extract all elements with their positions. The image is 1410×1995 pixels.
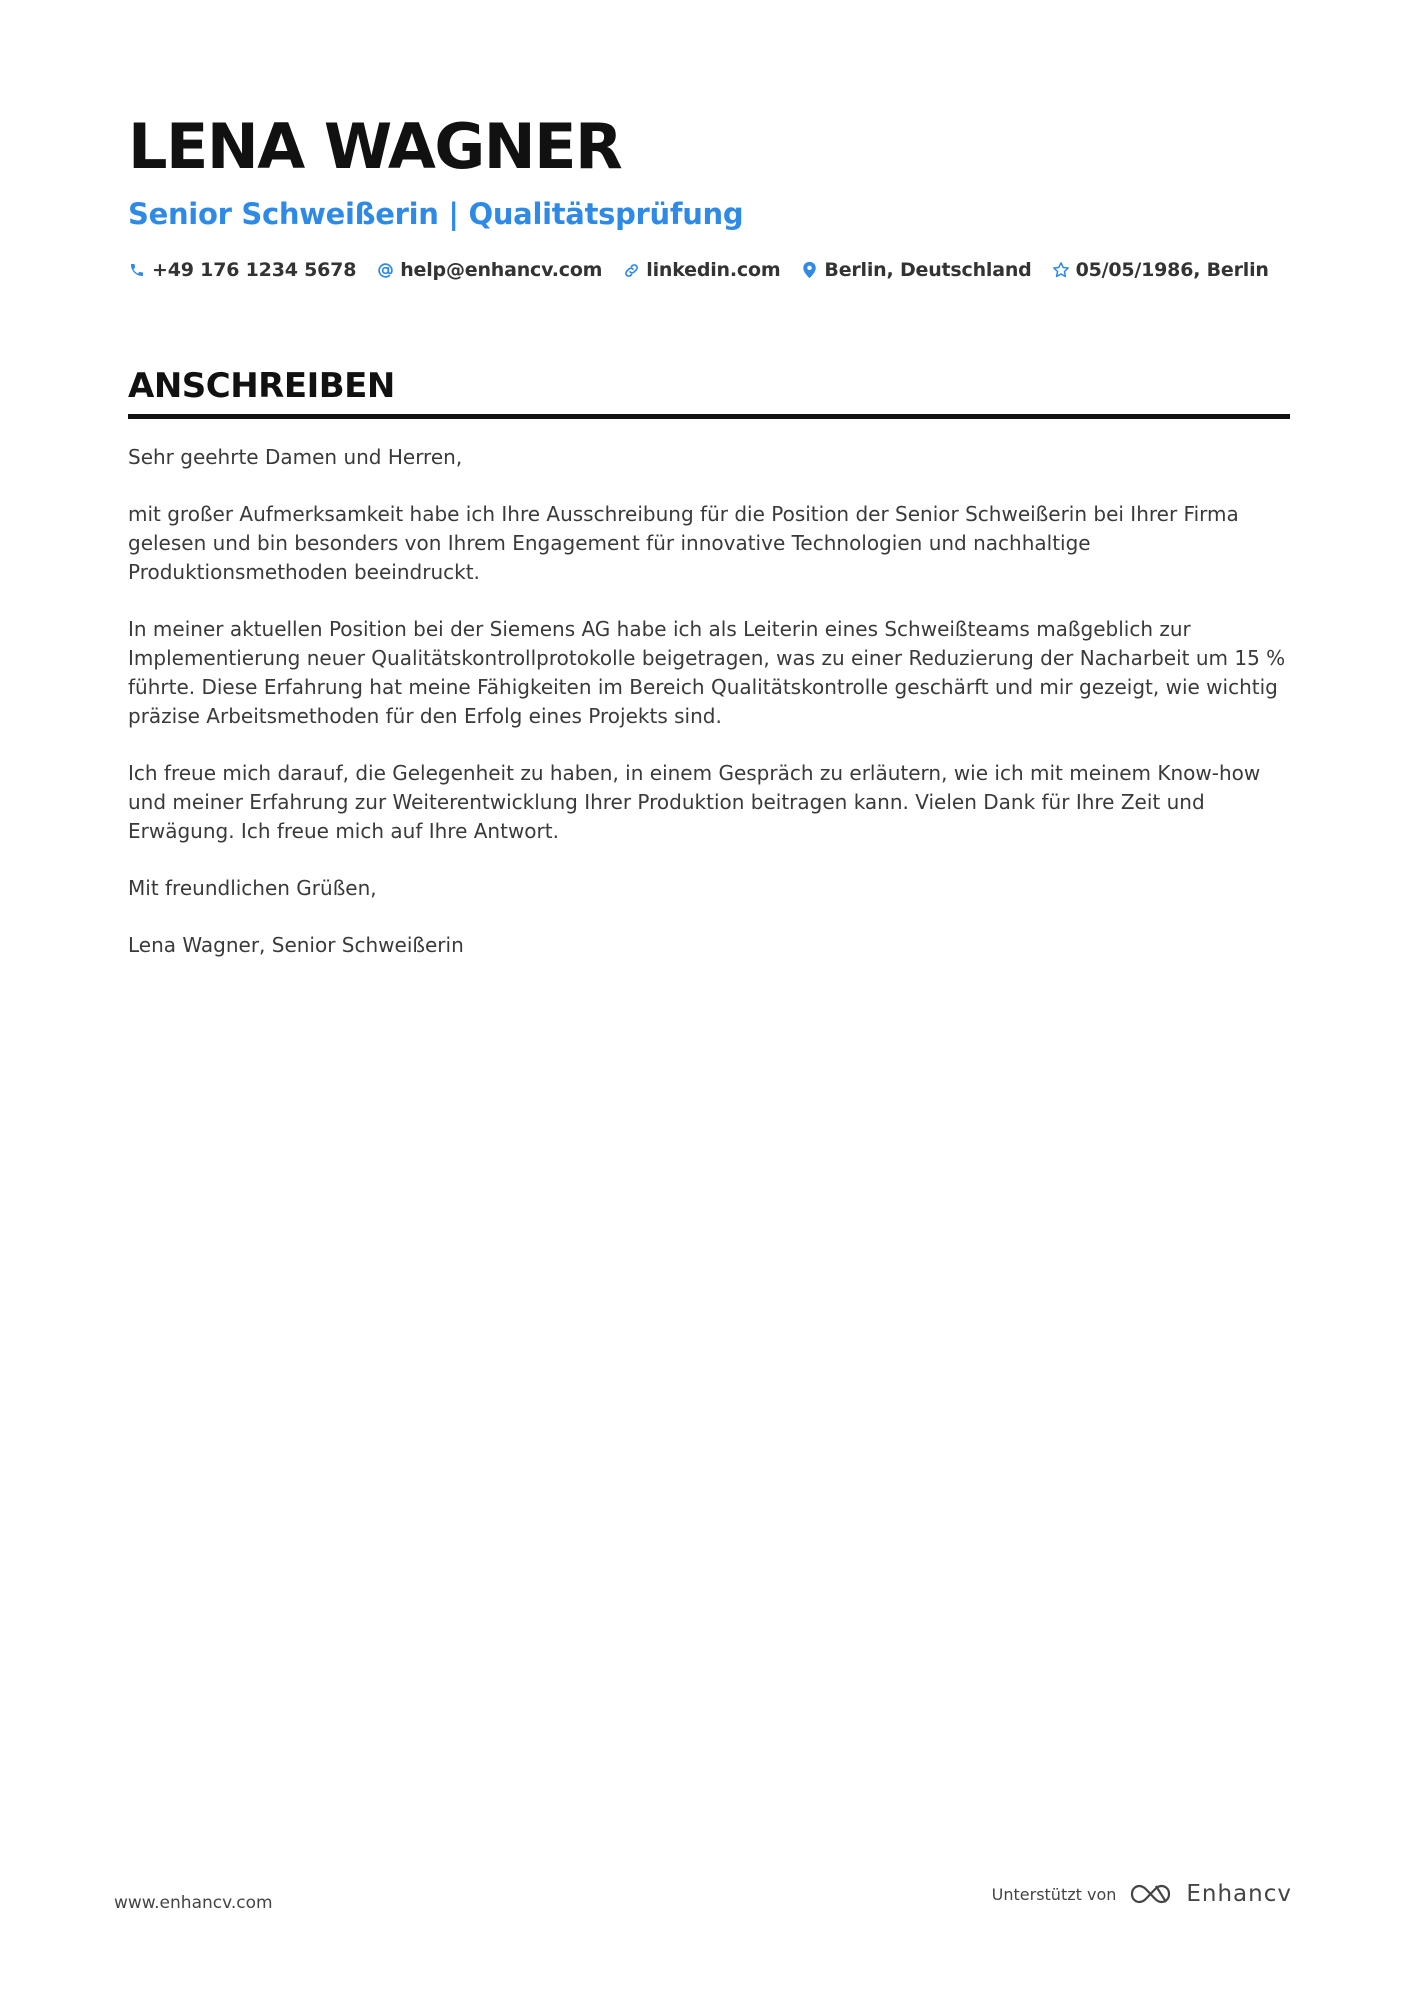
footer-website[interactable]: www.enhancv.com [114,1893,273,1913]
candidate-title: Senior Schweißerin | Qualitätsprüfung [128,197,744,231]
location-pin-icon [800,261,818,279]
letter-paragraph: Ich freue mich darauf, die Gelegenheit zu haben, in einem Gespräch zu erläutern, wie ich mit meinem Know-how und meiner Erfahrung zur Weiterentwicklung Ihrer Produktion beitragen kann. Vielen Dank für Ihre Zeit und Erwägung. Ich freue mich auf Ihre Antwort. [128,761,1261,843]
header [128,108,1290,288]
contact-linkedin[interactable] [622,259,780,281]
at-icon [376,261,394,279]
contact-birth [1052,259,1269,281]
contact-phone[interactable] [128,259,356,281]
letter-closing: Mit freundlichen Grüßen, [128,876,377,900]
letter-signature: Lena Wagner, Senior Schweißerin [128,933,464,957]
contact-location-text: Berlin, Deutschland [824,259,1032,281]
contact-linkedin-text: linkedin.com [646,259,781,281]
powered-by-label: Unterstützt von [991,1884,1117,1904]
letter-paragraph: In meiner aktuellen Position bei der Siemens AG habe ich als Leiterin eines Schweißteams maßgeblich zur Implementierung neuer Qualitätskontrollprotokolle beigetragen, was zu einer Reduzierung der Nacharbeit um 15 % führte. Diese Erfahrung hat meine Fähigkeiten im Bereich Qualitätskontrolle geschärft und mir gezeigt, wie wichtig präzise Arbeitsmethoden für den Erfolg eines Projekts sind. [128,617,1286,728]
section-divider [128,414,1290,419]
phone-icon [128,261,146,279]
contact-email-text: help@enhancv.com [400,259,603,281]
letter-paragraph: mit großer Aufmerksamkeit habe ich Ihre Ausschreibung für die Position der Senior Schweißerin bei Ihrer Firma gelesen und bin besonders von Ihrem Engagement für innovative Technologien und nachhaltige Produktionsmethoden beeindruckt. [128,502,1239,584]
contact-row [128,252,1290,288]
contact-email[interactable] [376,259,602,281]
link-icon [622,261,640,279]
candidate-name: LENA WAGNER [128,110,622,183]
footer-branding[interactable] [992,1880,1292,1908]
contact-birth-text: 05/05/1986, Berlin [1075,259,1269,281]
section-title: ANSCHREIBEN [128,366,395,406]
contact-phone-text: +49 176 1234 5678 [152,259,357,281]
enhancv-logo-icon [1128,1880,1174,1908]
brand-name: Enhancv [1186,1881,1292,1907]
star-icon [1052,261,1070,279]
letter-salutation: Sehr geehrte Damen und Herren, [128,445,463,469]
letter-body [128,443,1290,960]
contact-location [800,259,1031,281]
cover-letter-section [128,362,1290,988]
